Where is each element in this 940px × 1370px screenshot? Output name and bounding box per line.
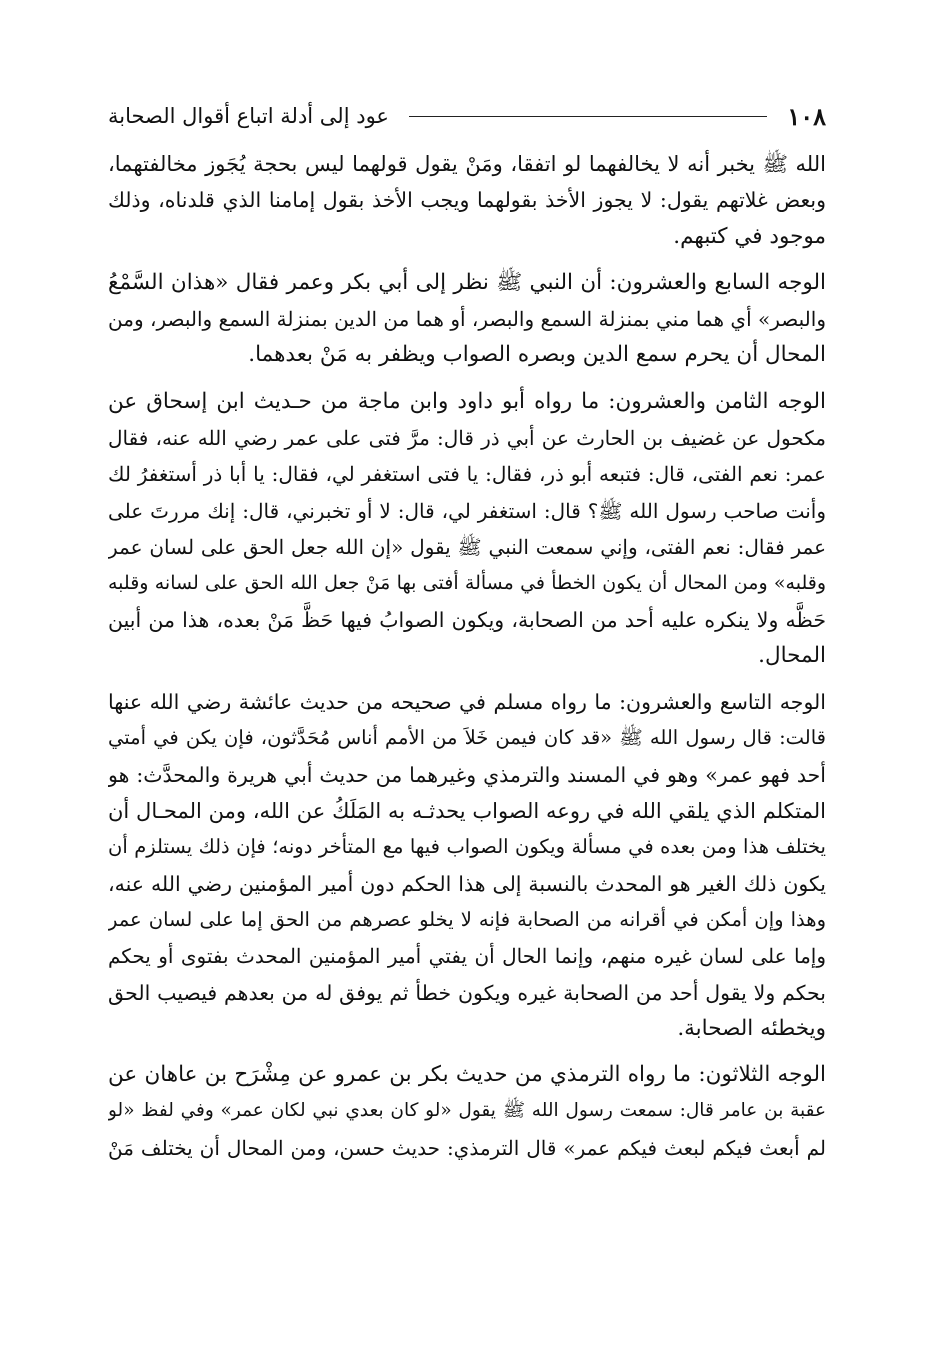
text-line: المحال أن يحرم سمع الدين وبصره الصواب ويظفر به مَنْ بعدهما. [248,342,826,368]
text-line: قالت: قال رسول الله ﷺ «قد كان فيمن خَلاَ من الأمم أناس مُحَدَّثون، فإن يكن في أمتي [108,726,826,750]
text-line: عمر فقال: نعم الفتى، وإني سمعت النبي ﷺ يقول «إن الله جعل الحق على لسان عمر [108,534,826,559]
text-line: عقبة بن عامر قال: سمعت رسول الله ﷺ يقول «لو كان بعدي نبي لكان عمر» وفي لفظ «لو [108,1100,826,1122]
text-line: وإما على لسان غيره منهم، وإنما الحال أن يفتي أمير المؤمنين المحدث بفتوى أو يحكم [108,944,826,969]
paragraph [108,684,826,1047]
text-line: عمر: نعم الفتى، قال: فتبعه أبو ذر، فقال: يا فتى استغفر لي، فقال: يا أبا ذر أستغفرُ لك [108,462,826,487]
paragraph [108,146,826,255]
text-line: الوجه الثلاثون: ما رواه الترمذي من حديث بكر بن عمرو عن مِشْرَح بن عاهان عن [108,1062,826,1088]
paragraph [108,265,826,374]
text-line: وبعض غلاتهم يقول: لا يجوز الأخذ بقولهما ويجب الأخذ بقول إمامنا الذي قلدناه، وذلك [108,188,826,213]
text-line: المحال. [758,642,826,668]
text-line: لم أبعث فيكم لبعث فيكم عمر» قال الترمذي: حديث حسن، ومن المحال أن يختلف مَنْ [108,1135,826,1160]
text-line: وهذا وإن أمكن في أقرانه من الصحابة فإنه لا يخلو عصرهم من الحق إما على لسان عمر [108,907,826,931]
page-number: ١٠٨ [787,101,826,131]
text-line: والبصر» أي هما مني بمنزلة السمع والبصر، أو هما من الدين بمنزلة السمع والبصر، ومن [108,307,826,332]
text-line: يختلف هذا ومن بعده في مسألة ويكون الصواب فيها مع المتأخر دونه؛ فإن ذلك يستلزم أن [108,835,826,859]
text-line: الله ﷺ يخبر أنه لا يخالفهما لو اتفقا، ومَنْ يقول قولهما ليس بحجة يُجَوز مخالفتهما، [108,152,826,176]
text-line: بحكم ولا يقول أحد من الصحابة غيره ويكون خطأ ثم يوفق له من بعدهم فيصيب الحق [108,980,826,1005]
text-line: أحد فهو عمر» وهو في المسند والترمذي وغيرهما من حديث أبي هريرة والمحدَّث: هو [108,762,826,787]
text-line: الوجه الثامن والعشرون: ما رواه أبو داود وابن ماجة من حـديث ابن إسحاق عن [108,388,826,414]
text-line: ويخطئه الصحابة. [677,1015,826,1041]
text-line: الوجه السابع والعشرون: أن النبي ﷺ نظر إلى أبي بكر وعمر فقال «هذان السَّمْعُ [108,269,826,295]
text-line: موجود في كتبهم. [673,223,826,249]
paragraph [108,384,826,674]
header-rule [409,116,767,117]
text-line: حَظَّه ولا ينكره عليه أحد من الصحابة، ويكون الصوابُ فيها حَظَّ مَنْ بعده، هذا من أبين [108,607,826,632]
paragraph [108,1057,826,1166]
text-line: الوجه التاسع والعشرون: ما رواه مسلم في صحيحه من حديث عائشة رضي الله عنها [108,690,826,715]
text-line: وأنت صاحب رسول الله ﷺ؟ قال: استغفر لي، قال: لا أو تخبرني، قال: إنك مررتَ على [108,498,826,523]
text-line: المتكلم الذي يلقي الله في روعه الصواب يحدثـه به المَلَكُ عن الله، ومن المحـال أن [108,799,826,824]
text-line: وقلبه» ومن المحال أن يكون الخطأ في مسألة أفتى بها مَنْ جعل الله الحق على لسانه وقلبه [108,572,826,595]
text-line: يكون ذلك الغير هو المحدث بالنسبة إلى هذا الحكم دون أمير المؤمنين رضي الله عنه، [108,871,826,896]
text-line: مكحول عن غضيف بن الحارث عن أبي ذر قال: مرَّ فتى على عمر رضي الله عنه، فقال [108,426,826,451]
running-title: عود إلى أدلة اتباع أقوال الصحابة [108,104,389,128]
body-text [108,146,826,1176]
page-header [108,96,826,136]
